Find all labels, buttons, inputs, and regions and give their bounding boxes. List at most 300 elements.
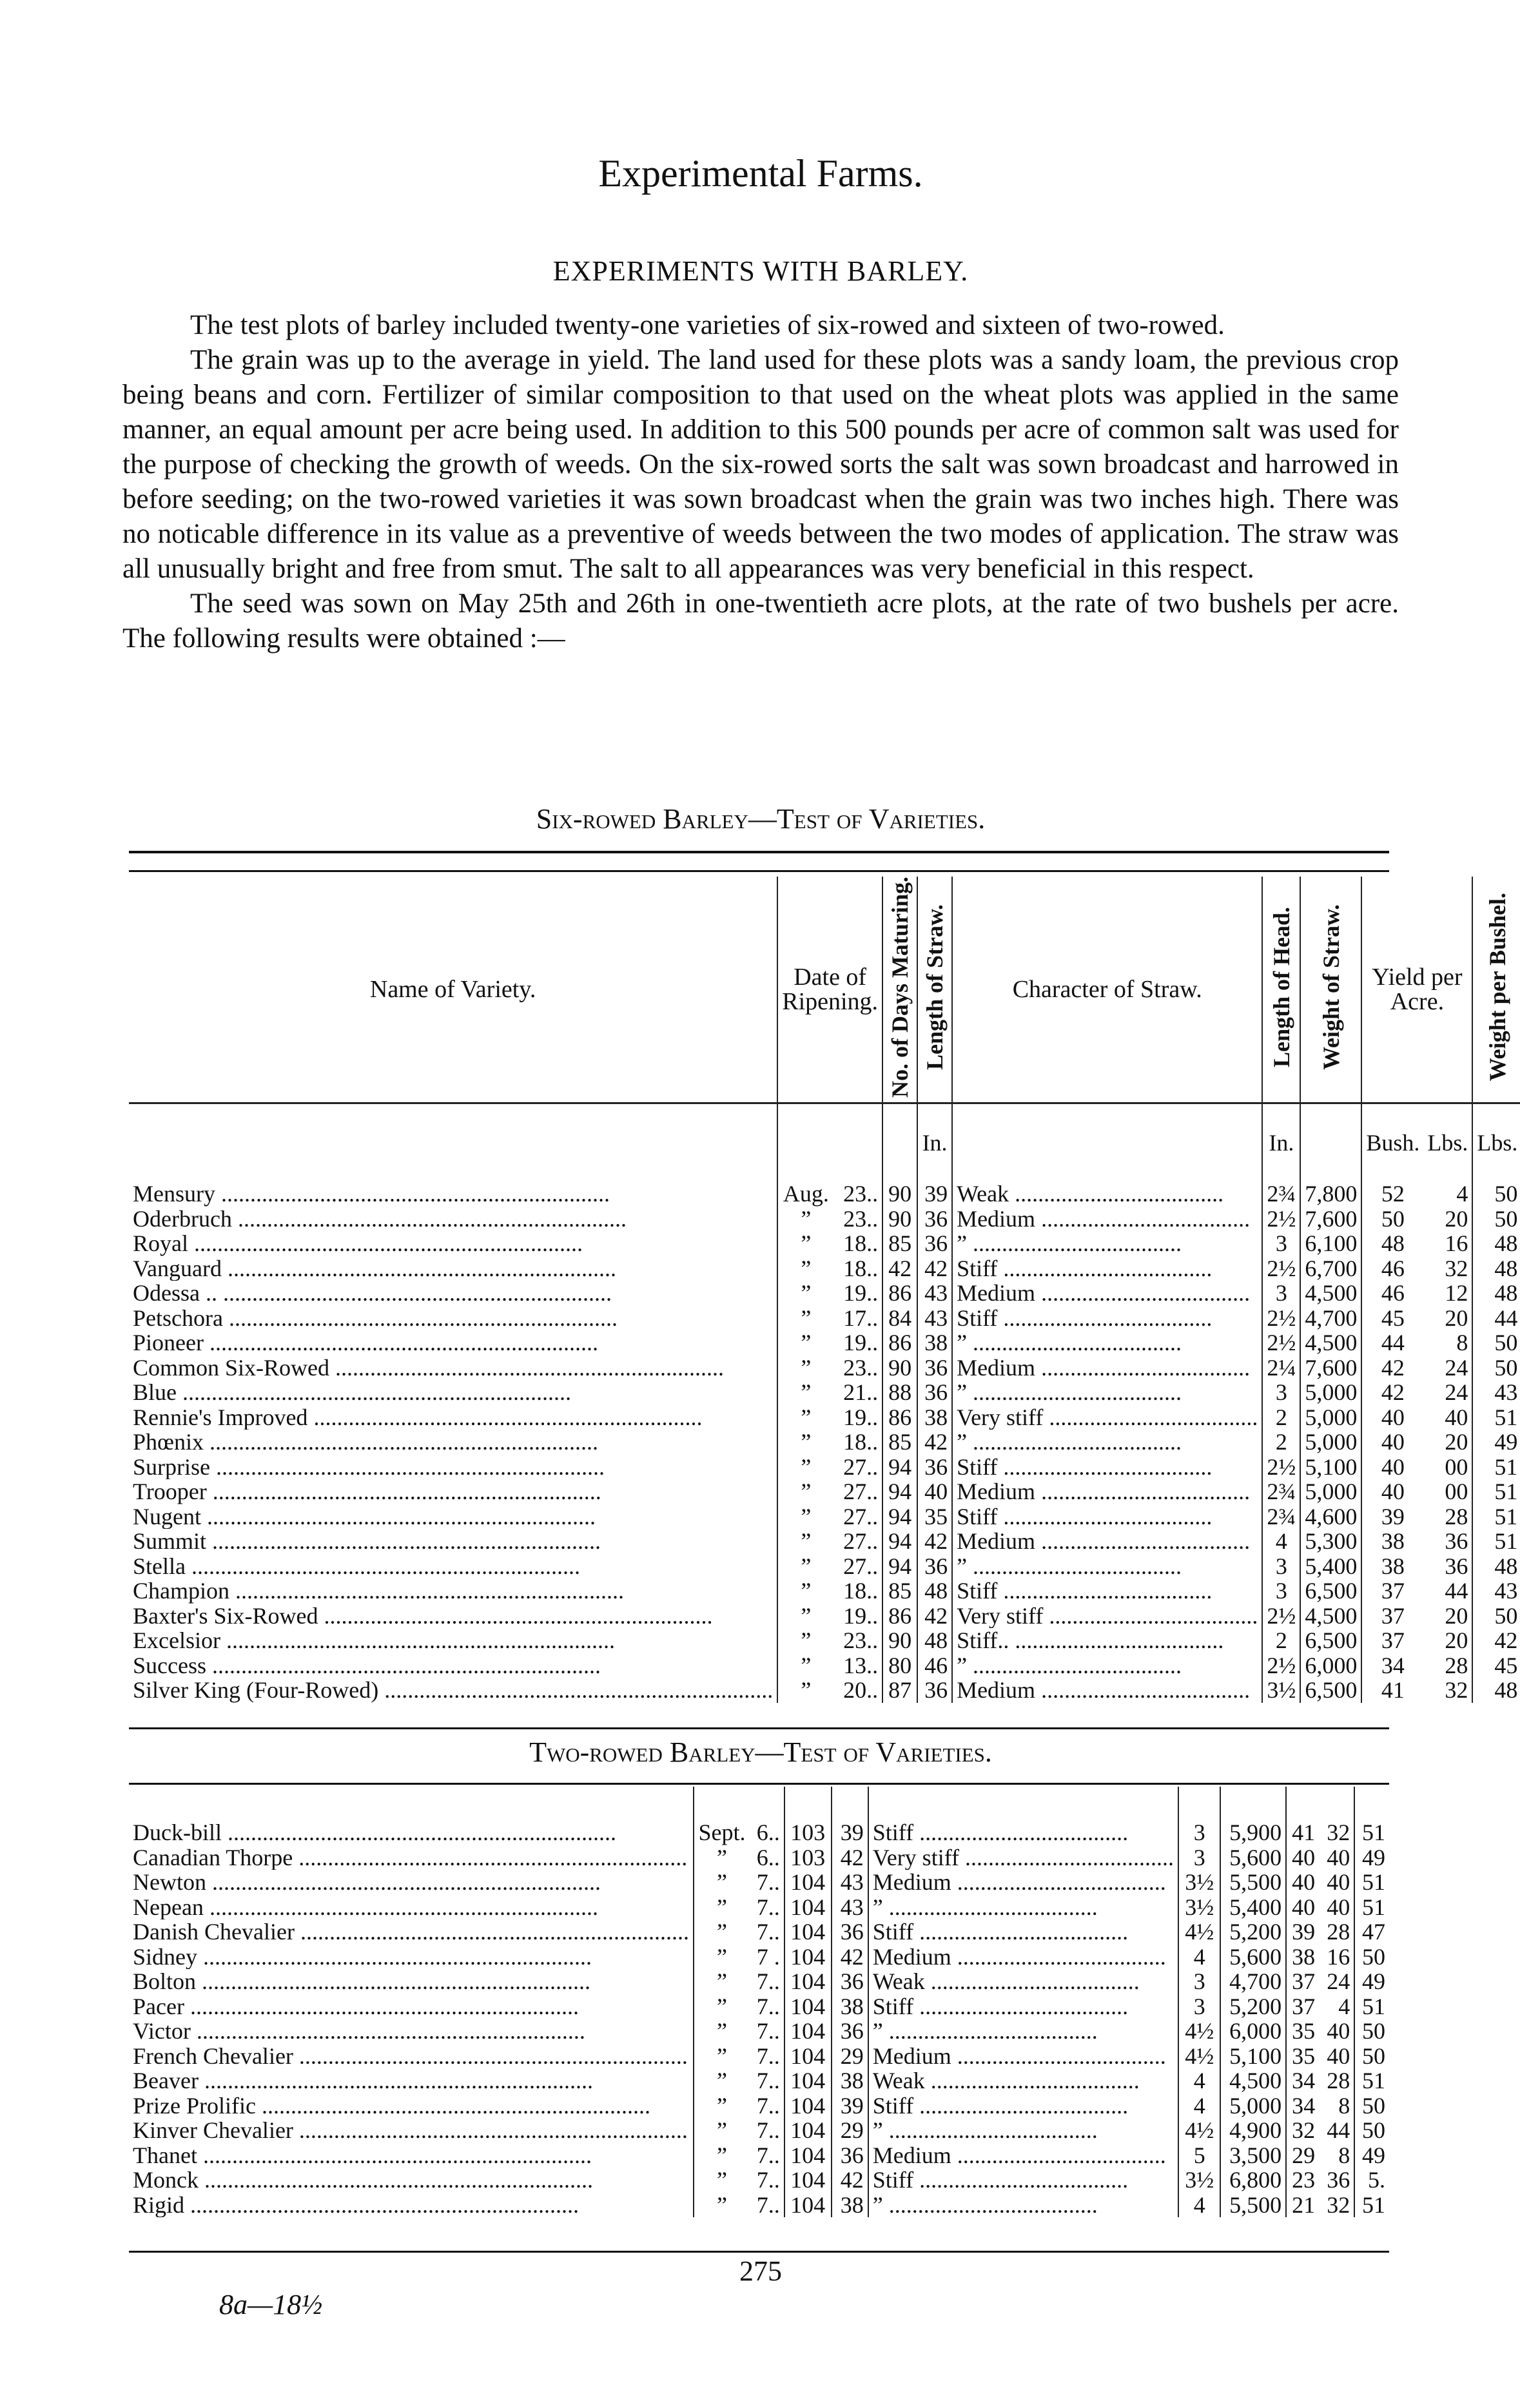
ripening-day: 23.. (843, 1205, 879, 1232)
straw-weight: 6,500 (1300, 1678, 1361, 1703)
ripening-day: 23.. (843, 1181, 879, 1207)
ripening-day: 7 . (756, 1943, 780, 1970)
straw-character: Stiff ..... (868, 2168, 1178, 2193)
weight-per-bushel: 47 (1354, 1919, 1389, 1945)
running-head: Experimental Farms. (598, 152, 923, 195)
straw-length: 36 (917, 1380, 952, 1405)
head-length: 3 (1262, 1554, 1300, 1579)
days-maturing: 104 (784, 1994, 832, 2019)
variety-name: Success ..... (129, 1653, 777, 1678)
head-length: 3 (1262, 1578, 1300, 1604)
ripening-month: ” (694, 2019, 750, 2044)
weight-per-bushel: 42 (1472, 1628, 1520, 1653)
weight-per-bushel: 45 (1472, 1653, 1520, 1678)
yield-lbs: 20 (1445, 1602, 1468, 1629)
yield-bushels: 34 (1361, 1653, 1423, 1678)
variety-name: Phœnix ..... (129, 1430, 777, 1455)
yield-bushels: 37 (1361, 1604, 1423, 1629)
straw-length: 38 (917, 1330, 952, 1355)
table-row (129, 2118, 1389, 2143)
ripening-day: 7.. (756, 1869, 780, 1895)
ripening-month: ” (777, 1330, 833, 1355)
days-maturing: 80 (882, 1653, 917, 1678)
ripening-month: ” (777, 1554, 833, 1579)
weight-per-bushel: 49 (1354, 1845, 1389, 1870)
days-maturing: 104 (784, 2118, 832, 2143)
straw-length: 38 (917, 1405, 952, 1430)
straw-weight: 6,100 (1300, 1231, 1361, 1256)
variety-name: Bolton ..... (129, 1969, 694, 1994)
ripening-day: 27.. (843, 1553, 879, 1579)
weight-per-bushel: 51 (1472, 1529, 1520, 1554)
yield-bushels: 45 (1361, 1306, 1423, 1331)
straw-weight: 5,000 (1220, 2093, 1286, 2119)
ripening-day: 18.. (843, 1255, 879, 1281)
straw-weight: 5,500 (1220, 2193, 1286, 2218)
days-maturing: 103 (784, 1845, 832, 1870)
straw-length: 38 (832, 2068, 868, 2093)
straw-character: Stiff ..... (868, 2093, 1178, 2119)
straw-weight: 5,600 (1220, 1945, 1286, 1970)
ripening-month: ” (777, 1430, 833, 1455)
weight-per-bushel: 50 (1472, 1207, 1520, 1232)
ripening-day: 7.. (756, 2043, 780, 2069)
weight-per-bushel: 43 (1472, 1578, 1520, 1604)
straw-length: 42 (917, 1529, 952, 1554)
straw-length: 36 (832, 1919, 868, 1945)
variety-name: Nugent ..... (129, 1504, 777, 1529)
straw-length: 40 (917, 1479, 952, 1504)
table-row (129, 1820, 1389, 1845)
ripening-day: 6.. (756, 1844, 780, 1870)
ripening-day: 19.. (843, 1330, 879, 1356)
weight-per-bushel: 43 (1472, 1380, 1520, 1405)
yield-bushels: 38 (1361, 1554, 1423, 1579)
straw-weight: 5,200 (1220, 1994, 1286, 2019)
header-weight-bushel: Weight per Bushel. (1472, 877, 1520, 1103)
table-row (129, 1529, 1520, 1554)
yield-lbs: 44 (1327, 2117, 1350, 2143)
table-row (129, 1578, 1520, 1604)
yield-lbs: 32 (1445, 1677, 1468, 1704)
days-maturing: 104 (784, 2168, 832, 2193)
table-row (129, 1306, 1520, 1331)
ripening-day: 18.. (843, 1230, 879, 1257)
table-row (129, 1604, 1520, 1629)
straw-character: Weak ..... (868, 2068, 1178, 2093)
table-row (129, 1181, 1520, 1207)
days-maturing: 90 (882, 1355, 917, 1381)
straw-character: ” ..... (952, 1554, 1262, 1579)
ripening-day: 6.. (756, 1820, 780, 1845)
days-maturing: 90 (882, 1207, 917, 1232)
variety-name: French Chevalier ..... (129, 2044, 694, 2069)
straw-length: 43 (832, 1895, 868, 1920)
variety-name: Duck-bill ..... (129, 1820, 694, 1845)
straw-character: Weak ..... (952, 1181, 1262, 1207)
weight-per-bushel: 50 (1354, 2019, 1389, 2044)
unit-yield-lbs: Lbs. (1427, 1130, 1468, 1156)
weight-per-bushel: 51 (1472, 1479, 1520, 1504)
ripening-month: ” (777, 1653, 833, 1678)
head-length: 4½ (1178, 2019, 1220, 2044)
ripening-month: ” (777, 1529, 833, 1554)
ripening-month: ” (694, 2193, 750, 2218)
yield-lbs: 28 (1327, 1919, 1350, 1945)
ripening-month: ” (777, 1380, 833, 1405)
yield-lbs: 40 (1445, 1404, 1468, 1430)
yield-bushels: 39 (1286, 1919, 1320, 1945)
straw-weight: 5,000 (1300, 1405, 1361, 1430)
head-length: 4½ (1178, 2044, 1220, 2069)
weight-per-bushel: 51 (1354, 1895, 1389, 1920)
ripening-month: ” (694, 2168, 750, 2193)
straw-character: Very stiff ..... (952, 1405, 1262, 1430)
yield-bushels: 29 (1286, 2143, 1320, 2168)
head-length: 2¾ (1262, 1479, 1300, 1504)
header-character: Character of Straw. (952, 877, 1262, 1103)
days-maturing: 94 (882, 1529, 917, 1554)
header-days: No. of Days Maturing. (882, 877, 917, 1103)
ripening-day: 7.. (756, 2092, 780, 2119)
weight-per-bushel: 51 (1354, 2068, 1389, 2093)
ripening-month: ” (694, 2118, 750, 2143)
table-row (129, 1845, 1389, 1870)
yield-lbs: 8 (1338, 2142, 1350, 2168)
table-row (129, 1919, 1389, 1945)
yield-lbs: 24 (1445, 1354, 1468, 1381)
straw-character: Medium ..... (952, 1678, 1262, 1703)
head-length: 2¾ (1262, 1181, 1300, 1207)
straw-weight: 7,600 (1300, 1355, 1361, 1381)
days-maturing: 86 (882, 1405, 917, 1430)
days-maturing: 94 (882, 1455, 917, 1480)
straw-character: Stiff ..... (952, 1504, 1262, 1529)
straw-character: Stiff ..... (952, 1578, 1262, 1604)
ripening-day: 7.. (756, 2191, 780, 2218)
ripening-day: 21.. (843, 1379, 879, 1406)
weight-per-bushel: 51 (1472, 1504, 1520, 1529)
table-rule (129, 1783, 1389, 1785)
straw-weight: 6,800 (1220, 2168, 1286, 2193)
head-length: 3 (1178, 1845, 1220, 1870)
table-row (129, 2193, 1389, 2218)
ripening-month: ” (777, 1604, 833, 1629)
header-length-straw: Length of Straw. (917, 877, 952, 1103)
header-length-head: Length of Head. (1262, 877, 1300, 1103)
straw-weight: 4,900 (1220, 2118, 1286, 2143)
straw-length: 42 (917, 1604, 952, 1629)
straw-weight: 4,500 (1300, 1604, 1361, 1629)
variety-name: Rigid ..... (129, 2193, 694, 2218)
yield-bushels: 44 (1361, 1330, 1423, 1355)
straw-length: 42 (832, 2168, 868, 2193)
straw-length: 36 (917, 1554, 952, 1579)
straw-weight: 4,600 (1300, 1504, 1361, 1529)
yield-lbs: 36 (1327, 2167, 1350, 2193)
ripening-month: ” (694, 2093, 750, 2119)
ripening-day: 7.. (756, 2068, 780, 2093)
straw-character: ” ..... (952, 1231, 1262, 1256)
table-row (129, 1678, 1520, 1703)
straw-character: ” ..... (952, 1330, 1262, 1355)
header-date: Date of Ripening. (777, 877, 882, 1103)
straw-weight: 5,900 (1220, 1820, 1286, 1845)
days-maturing: 90 (882, 1628, 917, 1653)
two-rowed-table (129, 1787, 1389, 2217)
header-yield: Yield per Acre. (1361, 877, 1472, 1103)
days-maturing: 104 (784, 2068, 832, 2093)
ripening-day: 19.. (843, 1602, 879, 1629)
head-length: 4½ (1178, 1919, 1220, 1945)
yield-bushels: 35 (1286, 2044, 1320, 2069)
yield-lbs: 24 (1445, 1379, 1468, 1406)
variety-name: Royal ..... (129, 1231, 777, 1256)
straw-weight: 5,100 (1300, 1455, 1361, 1480)
straw-weight: 5,000 (1300, 1430, 1361, 1455)
yield-lbs: 12 (1445, 1280, 1468, 1306)
variety-name: Trooper ..... (129, 1479, 777, 1504)
straw-character: ” ..... (952, 1380, 1262, 1405)
days-maturing: 104 (784, 1969, 832, 1994)
head-length: 4 (1178, 2068, 1220, 2093)
ripening-month: ” (777, 1281, 833, 1306)
ripening-day: 7.. (756, 1919, 780, 1945)
yield-lbs: 32 (1445, 1255, 1468, 1281)
ripening-month: ” (694, 1919, 750, 1945)
straw-character: Medium ..... (952, 1529, 1262, 1554)
ripening-day: 19.. (843, 1280, 879, 1306)
ripening-month: ” (777, 1678, 833, 1703)
table-row (129, 1945, 1389, 1970)
variety-name: Beaver ..... (129, 2068, 694, 2093)
variety-name: Summit ..... (129, 1529, 777, 1554)
yield-lbs: 44 (1445, 1578, 1468, 1604)
variety-name: Prize Prolific ..... (129, 2093, 694, 2119)
yield-bushels: 40 (1361, 1455, 1423, 1480)
days-maturing: 90 (882, 1181, 917, 1207)
straw-weight: 5,500 (1220, 1870, 1286, 1895)
yield-lbs: 40 (1327, 2043, 1350, 2069)
straw-length: 36 (917, 1207, 952, 1232)
weight-per-bushel: 5. (1354, 2168, 1389, 2193)
yield-lbs: 40 (1327, 1844, 1350, 1870)
head-length: 3 (1178, 1820, 1220, 1845)
table-row (129, 1504, 1520, 1529)
straw-length: 43 (917, 1306, 952, 1331)
weight-per-bushel: 50 (1354, 1945, 1389, 1970)
ripening-month: ” (777, 1306, 833, 1331)
head-length: 4½ (1178, 2118, 1220, 2143)
variety-name: Monck ..... (129, 2168, 694, 2193)
ripening-day: 18.. (843, 1578, 879, 1604)
ripening-month: ” (777, 1578, 833, 1604)
days-maturing: 85 (882, 1231, 917, 1256)
weight-per-bushel: 50 (1354, 2118, 1389, 2143)
yield-lbs: 24 (1327, 1968, 1350, 1994)
table-row (129, 1628, 1520, 1653)
table-row (129, 2044, 1389, 2069)
head-length: 3 (1178, 1994, 1220, 2019)
yield-bushels: 40 (1361, 1430, 1423, 1455)
weight-per-bushel: 51 (1354, 2193, 1389, 2218)
ripening-month: ” (777, 1504, 833, 1529)
straw-weight: 5,400 (1300, 1554, 1361, 1579)
ripening-month: Aug. (777, 1181, 833, 1207)
table-row (129, 1231, 1520, 1256)
straw-length: 39 (832, 2093, 868, 2119)
head-length: 2 (1262, 1405, 1300, 1430)
variety-name: Pacer ..... (129, 1994, 694, 2019)
straw-weight: 6,700 (1300, 1256, 1361, 1281)
yield-lbs: 16 (1327, 1943, 1350, 1970)
days-maturing: 103 (784, 1820, 832, 1845)
variety-name: Petschora ..... (129, 1306, 777, 1331)
variety-name: Excelsior ..... (129, 1628, 777, 1653)
six-rowed-table (129, 877, 1520, 1703)
table-row (129, 2019, 1389, 2044)
days-maturing: 94 (882, 1554, 917, 1579)
weight-per-bushel: 48 (1472, 1281, 1520, 1306)
weight-per-bushel: 51 (1354, 1994, 1389, 2019)
yield-bushels: 35 (1286, 2019, 1320, 2044)
variety-name: Stella ..... (129, 1554, 777, 1579)
yield-bushels: 34 (1286, 2093, 1320, 2119)
days-maturing: 104 (784, 2093, 832, 2119)
variety-name: Silver King (Four-Rowed) ..... (129, 1678, 777, 1703)
ripening-day: 7.. (756, 1894, 780, 1920)
ripening-month: ” (777, 1455, 833, 1480)
straw-character: Very stiff ..... (868, 1845, 1178, 1870)
table-row (129, 1455, 1520, 1480)
days-maturing: 84 (882, 1306, 917, 1331)
variety-name: Kinver Chevalier ..... (129, 2118, 694, 2143)
straw-weight: 6,500 (1300, 1628, 1361, 1653)
straw-length: 48 (917, 1628, 952, 1653)
yield-bushels: 46 (1361, 1281, 1423, 1306)
ripening-month: Sept. (694, 1820, 750, 1845)
table-row (129, 2168, 1389, 2193)
straw-character: Stiff.. ..... (952, 1628, 1262, 1653)
straw-length: 29 (832, 2118, 868, 2143)
days-maturing: 87 (882, 1678, 917, 1703)
straw-weight: 5,000 (1300, 1380, 1361, 1405)
days-maturing: 85 (882, 1430, 917, 1455)
paragraph: The test plots of barley included twenty-one varieties of six-rowed and sixteen of two-rowed. (190, 310, 1225, 340)
yield-bushels: 40 (1361, 1479, 1423, 1504)
head-length: 3½ (1178, 1870, 1220, 1895)
table-rule (129, 851, 1389, 853)
straw-length: 36 (917, 1678, 952, 1703)
head-length: 3½ (1262, 1678, 1300, 1703)
table-row (129, 1405, 1520, 1430)
straw-weight: 6,000 (1300, 1653, 1361, 1678)
weight-per-bushel: 51 (1354, 1870, 1389, 1895)
ripening-month: ” (777, 1628, 833, 1653)
yield-lbs: 00 (1445, 1479, 1468, 1505)
ripening-month: ” (777, 1355, 833, 1381)
yield-bushels: 48 (1361, 1231, 1423, 1256)
table-row (129, 1554, 1520, 1579)
yield-lbs: 36 (1445, 1528, 1468, 1555)
straw-length: 42 (832, 1845, 868, 1870)
head-length: 5 (1178, 2143, 1220, 2168)
straw-character: ” ..... (868, 2118, 1178, 2143)
ripening-day: 7.. (756, 2167, 780, 2193)
table-row (129, 1207, 1520, 1232)
straw-weight: 5,100 (1220, 2044, 1286, 2069)
yield-lbs: 20 (1445, 1205, 1468, 1232)
yield-lbs: 00 (1445, 1453, 1468, 1480)
header-weight-straw: Weight of Straw. (1300, 877, 1361, 1103)
yield-lbs: 40 (1327, 1869, 1350, 1895)
ripening-day: 27.. (843, 1528, 879, 1555)
weight-per-bushel: 48 (1472, 1554, 1520, 1579)
ripening-day: 7.. (756, 1968, 780, 1994)
variety-name: Thanet ..... (129, 2143, 694, 2168)
yield-bushels: 40 (1286, 1845, 1320, 1870)
yield-bushels: 38 (1286, 1945, 1320, 1970)
days-maturing: 94 (882, 1504, 917, 1529)
ripening-month: ” (694, 1994, 750, 2019)
head-length: 4 (1178, 1945, 1220, 1970)
days-maturing: 104 (784, 1945, 832, 1970)
yield-lbs: 28 (1445, 1503, 1468, 1529)
weight-per-bushel: 44 (1472, 1306, 1520, 1331)
yield-lbs: 32 (1327, 2191, 1350, 2218)
yield-lbs: 16 (1445, 1230, 1468, 1257)
days-maturing: 88 (882, 1380, 917, 1405)
head-length: 2½ (1262, 1653, 1300, 1678)
straw-character: Medium ..... (952, 1355, 1262, 1381)
straw-weight: 7,800 (1300, 1181, 1361, 1207)
weight-per-bushel: 50 (1472, 1355, 1520, 1381)
ripening-day: 20.. (843, 1677, 879, 1704)
section-title: EXPERIMENTS WITH BARLEY. (552, 255, 969, 287)
ripening-month: ” (777, 1231, 833, 1256)
table-row (129, 2093, 1389, 2119)
straw-weight: 7,600 (1300, 1207, 1361, 1232)
ripening-day: 18.. (843, 1429, 879, 1455)
variety-name: Pioneer ..... (129, 1330, 777, 1355)
straw-character: Stiff ..... (868, 1994, 1178, 2019)
straw-character: Medium ..... (952, 1479, 1262, 1504)
unit-length-head: In. (1262, 1103, 1300, 1182)
yield-bushels: 37 (1361, 1628, 1423, 1653)
yield-bushels: 46 (1361, 1256, 1423, 1281)
weight-per-bushel: 49 (1354, 1969, 1389, 1994)
yield-lbs: 36 (1445, 1553, 1468, 1579)
variety-name: Danish Chevalier ..... (129, 1919, 694, 1945)
head-length: 2¾ (1262, 1504, 1300, 1529)
table-row (129, 1256, 1520, 1281)
head-length: 2 (1262, 1628, 1300, 1653)
yield-lbs: 8 (1456, 1330, 1468, 1356)
days-maturing: 104 (784, 2044, 832, 2069)
yield-lbs: 28 (1445, 1652, 1468, 1678)
table-row (129, 1994, 1389, 2019)
straw-length: 35 (917, 1504, 952, 1529)
straw-weight: 4,700 (1300, 1306, 1361, 1331)
straw-character: Medium ..... (868, 1945, 1178, 1970)
paragraph: The grain was up to the average in yield. The land used for these plots was a sandy loam, the previous crop being beans and corn. Fertilizer of similar composition to that used on the wheat plots was applied in the same manner, an equal amount per acre being used. In addition to this 500 pounds per acre of common salt was used for the purpose of checking the growth of weeds. On the six-rowed sorts the salt was sown broadcast and harrowed in before seeding; on the two-rowed varieties it was sown broadcast when the grain was two inches high. There was no noticable difference in its value as a preventive of weeds between the two modes of application. The straw was all unusually bright and free from smut. The salt to all appearances was very beneficial in this respect. (122, 345, 1399, 584)
straw-weight: 5,000 (1300, 1479, 1361, 1504)
straw-character: Stiff ..... (952, 1306, 1262, 1331)
yield-lbs: 20 (1445, 1305, 1468, 1331)
ripening-day: 17.. (843, 1305, 879, 1331)
head-length: 2½ (1262, 1207, 1300, 1232)
yield-lbs: 20 (1445, 1627, 1468, 1654)
